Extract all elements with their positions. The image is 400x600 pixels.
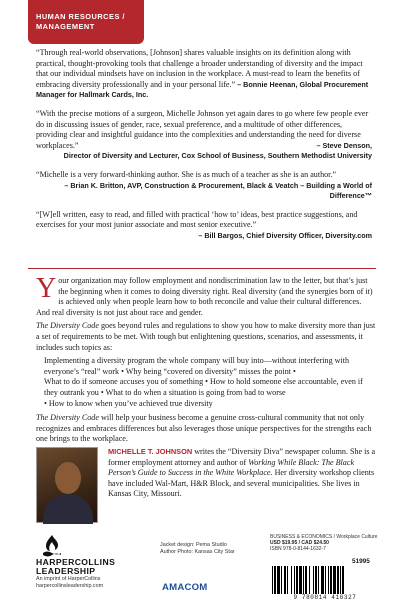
publisher-name-line-2: LEADERSHIP	[36, 566, 96, 576]
description-para-1	[36, 273, 376, 318]
publisher-logo	[36, 534, 146, 590]
barcode-digits: 9 780814 416327	[293, 594, 357, 600]
isbn: ISBN 978-0-8144-1632-7	[270, 546, 326, 552]
barcode-block	[270, 534, 382, 600]
quote-text: “Through real-world observations, [Johnson] shares valuable insights on its definition along with practical, thought-provoking tools that challenge a broader understanding of diversity and the impact that our individual mindsets have on inclusion in the workplace. A must-read to learn the benefits of embracing diversity professionally and in your personal life.”	[36, 48, 363, 89]
description-text-3: will help your business become a genuine cross-cultural community that not only recognizes and embraces differences but also leverages those unique perspectives for the strengths each one brings to the workplace.	[36, 413, 372, 444]
amacom-logo: AMACOM	[162, 582, 208, 593]
quote-text: “With the precise motions of a surgeon, Michelle Johnson yet again dares to go where few people ever do in discussing issues of gender, race, sexual preference, and a multitude of other differences, providing clear and insightful guidance into the complexities and understanding the need for diverse workplaces.”	[36, 108, 369, 150]
topic-line-3: • How to know when you’ve achieved true diversity	[44, 398, 213, 408]
publisher-website: harpercollinsleadership.com	[36, 583, 104, 589]
back-cover-footer	[0, 530, 400, 600]
jacket-design-credit: Jacket design: Pema Studio	[160, 542, 227, 548]
description-text-1: our organization may follow employment and nondiscrimination law to the letter, but that’s just the beginning when it comes to doing diversity right. Real diversity (and the synergies born of it) is achieved only when people learn how to both reconcile and value their cultural differences. And real diversity is not just about race and gender.	[36, 276, 373, 317]
description-para-2	[36, 321, 376, 353]
author-shoulders	[43, 494, 93, 524]
topic-line-2: What to do if someone accuses you of something • How to hold someone else accountable, even if they outrank you • What to do when a situation is going from bad to worse	[44, 377, 363, 397]
quote-1	[36, 48, 372, 101]
topic-list	[36, 356, 376, 409]
harpercollins-fire-water-icon	[40, 534, 64, 558]
quote-text: “Michelle is a very forward-thinking author. She is as much of a teacher as she is an author.”	[36, 169, 337, 179]
price-code: 51995	[352, 558, 370, 565]
quote-text: “[W]ell written, easy to read, and filled with practical ‘how to’ ideas, best practice suggestions, and exercises for your most junior associate and most senior executive.”	[36, 209, 358, 230]
publisher-imprint: An imprint of HarperCollins	[36, 576, 101, 582]
drop-cap: Y	[36, 273, 57, 304]
author-bio-text-2: Her diversity workshop clients have included Wal-Mart, H&R Block, and several municipalities. She lives in Kansas City, Missouri.	[108, 468, 375, 499]
endorsement-quotes	[36, 48, 372, 250]
book-title: The Diversity Code	[36, 413, 99, 423]
book-description	[36, 273, 376, 448]
author-bio	[108, 447, 376, 500]
quote-attribution: – Steve Denson,	[316, 140, 372, 150]
author-book-title: Working While Black: The Black Person’s Guide to Success in the White Workplace.	[108, 457, 355, 478]
topic-line-1: Implementing a diversity program the whole company will buy into—without interfering with everyone’s “real” work • Why being “covered on diversity” misses the point •	[44, 356, 350, 376]
author-bio-text-1: writes the “Diversity Diva” newspaper column. She is a former employment attorney and author of	[108, 447, 376, 467]
section-divider	[28, 268, 376, 269]
author-face	[55, 462, 81, 494]
quote-3	[36, 170, 372, 202]
author-photo-credit: Author Photo: Kansas City Star	[160, 549, 235, 555]
quote-2	[36, 109, 372, 162]
book-title: The Diversity Code	[36, 321, 99, 331]
price: USD $19.95 / CAD $24.50	[270, 540, 329, 546]
description-text-2: goes beyond rules and regulations to show you how to make diversity more than just a set of requirements to be met. With tough but enlightening questions, scenarios, and assessments, it includes such topics as:	[36, 321, 376, 352]
quote-attribution: – Bonnie Heenan, Global Procurement Manager for Hallmark Cards, Inc.	[36, 79, 369, 100]
quote-attribution: – Brian K. Britton, AVP, Construction & Procurement, Black & Veatch – Building a World of Difference™	[64, 180, 372, 201]
category-line2: MANAGEMENT	[36, 22, 95, 31]
bisac-category: BUSINESS & ECONOMICS / Workplace Culture	[270, 534, 378, 540]
quote-attribution: – Bill Bargos, Chief Diversity Officer, Diversity.com	[198, 230, 372, 240]
author-name: MICHELLE T. JOHNSON	[108, 447, 193, 456]
category-tab	[28, 0, 144, 44]
publisher-name-line-1: HARPERCOLLINS	[36, 557, 116, 567]
category-line1: HUMAN RESOURCES /	[36, 12, 125, 21]
quote-attribution-title: Director of Diversity and Lecturer, Cox School of Business, Southern Methodist University	[63, 151, 372, 161]
quote-4	[36, 210, 372, 242]
author-photo	[36, 447, 98, 523]
description-para-3	[36, 413, 376, 445]
barcode-icon	[270, 566, 380, 594]
credits	[160, 542, 248, 556]
